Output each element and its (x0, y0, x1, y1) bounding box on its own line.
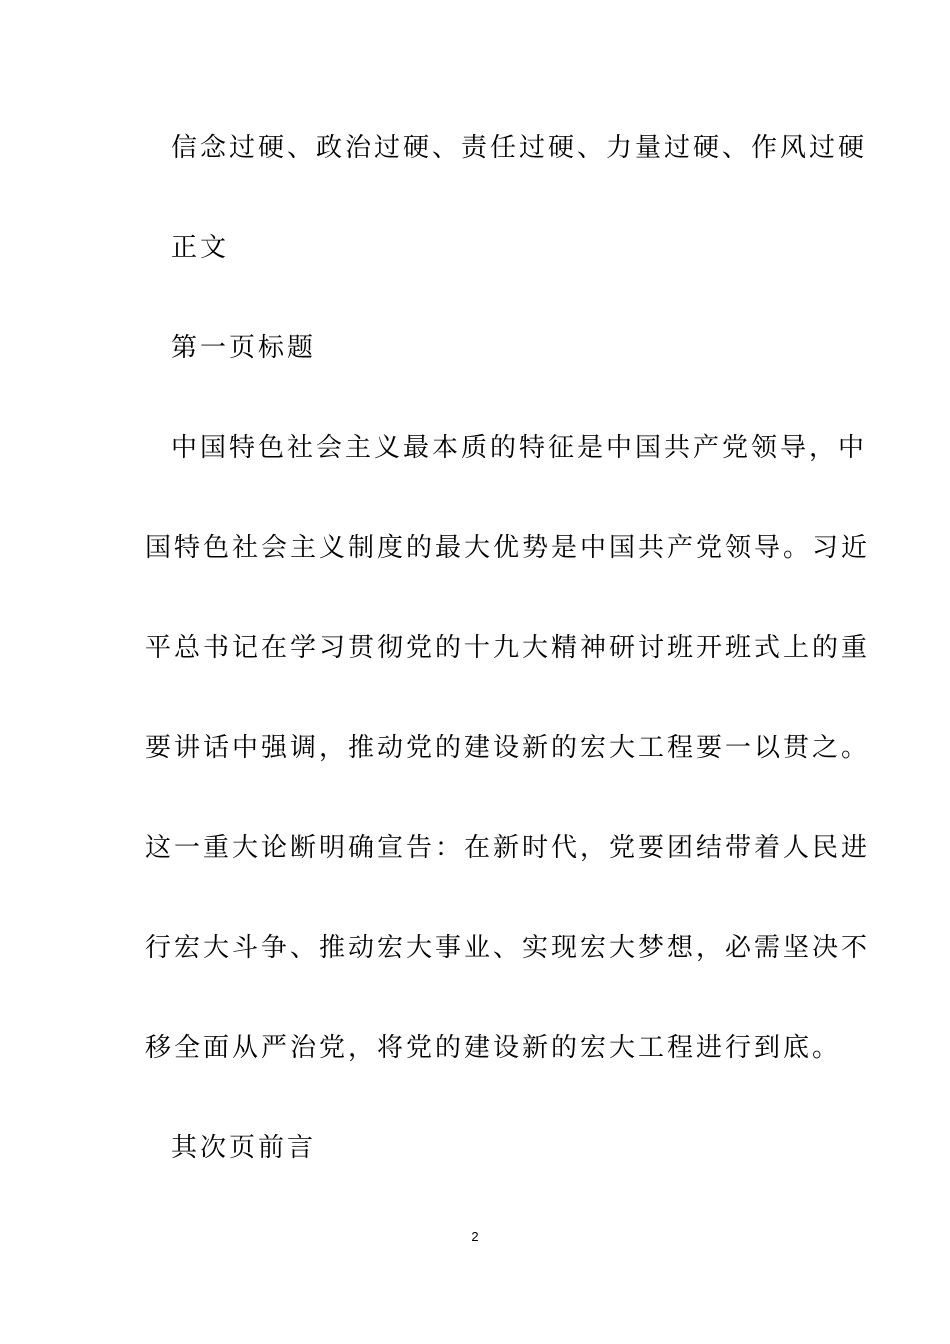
paragraph-line: 移全面从严治党，将党的建设新的宏大工程进行到底。 (145, 1033, 842, 1063)
paragraph-line: 国特色社会主义制度的最大优势是中国共产党领导。习近 (145, 533, 871, 563)
page-number: 2 (471, 1229, 479, 1244)
paragraph-line: 行宏大斗争、推动宏大事业、实现宏大梦想，必需坚决不 (145, 933, 871, 963)
paragraph-line: 这一重大论断明确宣告：在新时代，党要团结带着人民进 (145, 833, 871, 863)
heading-line: 信念过硬、政治过硬、责任过硬、力量过硬、作风过硬 (171, 133, 868, 163)
paragraph-line: 要讲话中强调，推动党的建设新的宏大工程要一以贯之。 (145, 733, 871, 763)
section-second-title: 其次页前言 (171, 1133, 317, 1163)
section-body-label: 正文 (171, 233, 230, 263)
section-first-title: 第一页标题 (171, 333, 317, 363)
paragraph-line: 平总书记在学习贯彻党的十九大精神研讨班开班式上的重 (145, 633, 871, 663)
paragraph-line: 中国特色社会主义最本质的特征是中国共产党领导，中 (171, 433, 868, 463)
